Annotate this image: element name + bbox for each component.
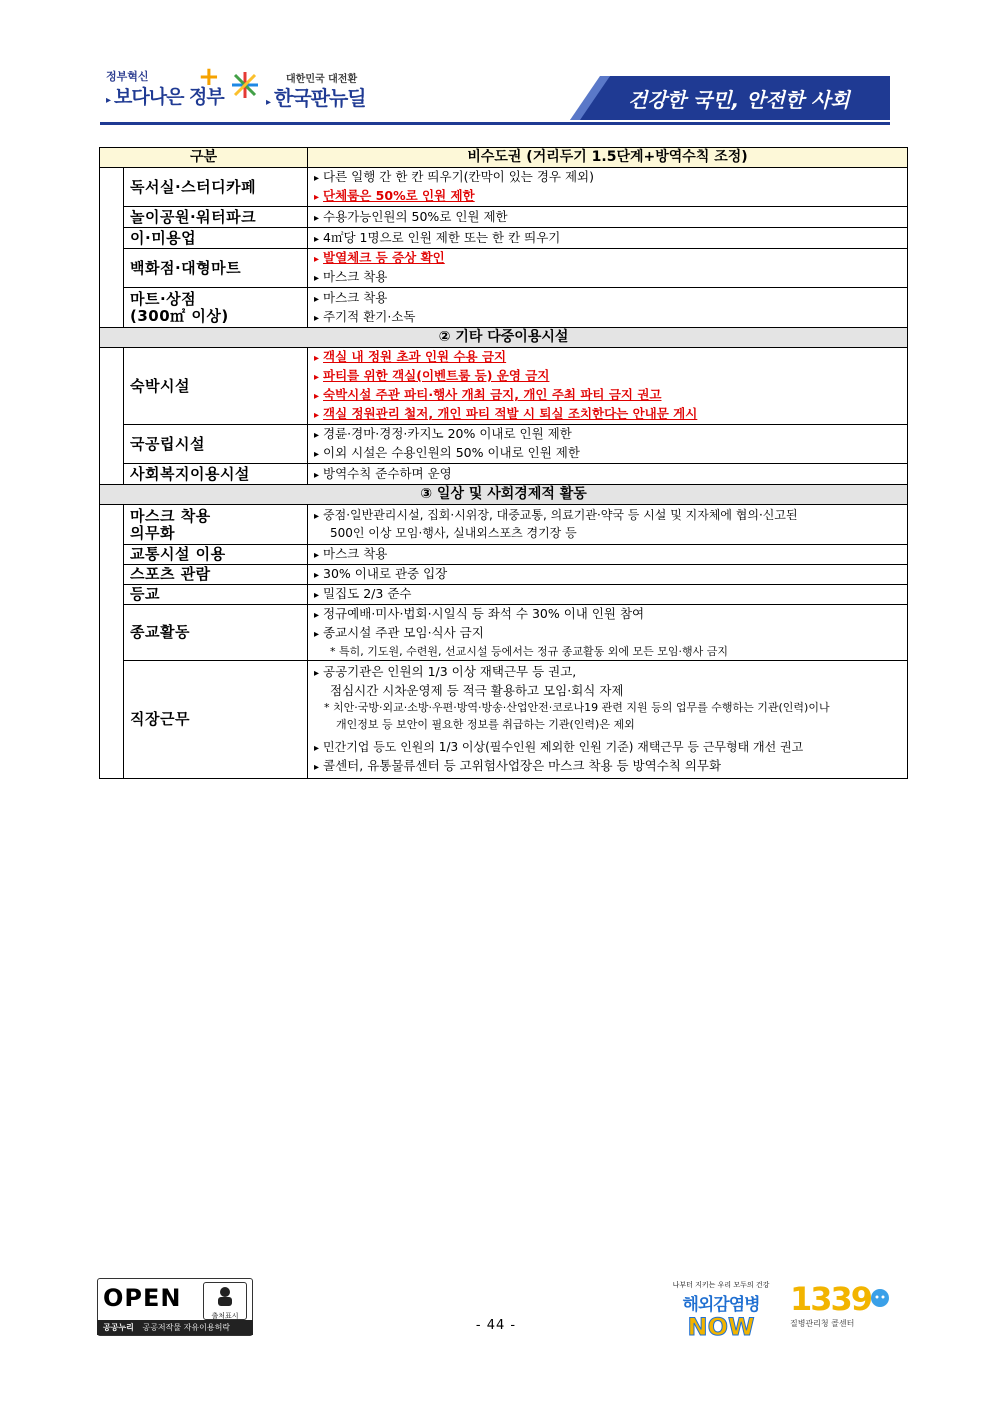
bullet-item: ▸ 수용가능인원의 50%로 인원 제한 [314, 208, 901, 227]
bullet-item: ▸ 종교시설 주관 모임·식사 금지 [314, 624, 901, 643]
open-caption-2: 공공저작물 자유이용허락 [142, 1323, 231, 1332]
bullet-item: ▸ 이외 시설은 수용인원의 50% 이내로 인원 제한 [314, 444, 901, 463]
col-header-category: 구분 [100, 148, 308, 168]
row-category: 독서실·스터디카페 [124, 168, 308, 207]
row-category: 스포츠 관람 [124, 565, 308, 585]
bullet-item: ▸ 주기적 환기·소독 [314, 308, 901, 327]
bullet-item: ▸ 중점·일반관리시설, 집회·시위장, 대중교통, 의료기관·약국 등 시설 및 지자체에 협의·신고된 [314, 507, 901, 525]
section-title: ③ 일상 및 사회경제적 활동 [100, 485, 908, 505]
section-header-row [100, 328, 908, 348]
bullet-item: ▸ 마스크 착용 [314, 545, 901, 564]
logo-1339: 1339 [790, 1280, 872, 1318]
table-row [100, 249, 908, 288]
attribution-badge [203, 1282, 247, 1320]
row-category: 숙박시설 [124, 348, 308, 425]
logo-tagline: 나부터 지키는 우리 모두의 건강 [672, 1281, 770, 1289]
bullet-item-red: ▸ 객실 내 정원 초과 인원 수용 금지 [314, 348, 901, 367]
logo1-big-text: ▸ 보다나은 정부 [106, 82, 224, 109]
table-row [100, 168, 908, 207]
table-row [100, 661, 908, 779]
bullet-item: ▸ 민간기업 등도 인원의 1/3 이상(필수인원 제외한 인원 기준) 재택근무 등 근무형태 개선 권고 [314, 739, 901, 757]
table-row [100, 425, 908, 464]
bullet-item: ▸ 공공기관은 인원의 1/3 이상 재택근무 등 권고, [314, 663, 901, 682]
slogan-banner [570, 76, 890, 120]
logo1-plus-icon: + [198, 62, 220, 92]
footnote: * 특히, 기도원, 수련원, 선교시설 등에서는 정규 종교활동 외에 모든 모임·행사 금지 [330, 645, 728, 658]
bullet-item: ▸ 다른 일행 간 한 칸 띄우기(칸막이 있는 경우 제외) [314, 168, 901, 187]
table-row [100, 228, 908, 249]
open-text: OPEN [103, 1284, 182, 1312]
group-spacer [100, 505, 124, 779]
footnote: * 치안·국방·외교·소방·우편·방역·방송·산업안전·코로나19 관련 지원 등의 업무를 수행하는 기관(인력)이나 [324, 701, 830, 714]
row-category: 이·미용업 [124, 228, 308, 249]
attribution-label: 출처표시 [211, 1312, 239, 1320]
logo2-big-text: ▸ 한국판뉴딜 [266, 82, 366, 111]
logo2-small-text: 대한민국 대전환 [286, 74, 358, 85]
row-description [308, 288, 908, 328]
row-description [308, 585, 908, 605]
page-number: - 44 - [475, 1318, 517, 1333]
section-header-row [100, 485, 908, 505]
table-row [100, 505, 908, 545]
logo-title: 해외감염병 [682, 1295, 760, 1315]
bullet-item-red: ▸ 파티를 위한 객실(이벤트룸 등) 운영 금지 [314, 367, 901, 386]
row-category: 종교활동 [124, 605, 308, 661]
person-icon [204, 1283, 246, 1307]
bullet-continuation: 점심시간 시차운영제 등 적극 활용하고 모임·회식 자제 [330, 683, 624, 698]
row-category: 놀이공원·워터파크 [124, 207, 308, 228]
row-category: 국공립시설 [124, 425, 308, 464]
open-caption-1: 공공누리 [103, 1323, 134, 1332]
table-row [100, 464, 908, 485]
group-spacer [100, 348, 124, 485]
bullet-item: ▸ 4㎡당 1명으로 인원 제한 또는 한 칸 띄우기 [314, 229, 901, 248]
row-description [308, 661, 908, 779]
table-row [100, 565, 908, 585]
row-category: 사회복지이용시설 [124, 464, 308, 485]
logo1-small-text: 정부혁신 [106, 70, 149, 83]
table-row [100, 207, 908, 228]
row-description [308, 565, 908, 585]
table-row [100, 585, 908, 605]
gov-innovation-logo [106, 62, 224, 112]
bullet-item: ▸ 마스크 착용 [314, 289, 901, 308]
bullet-item: ▸ 정규예배·미사·법회·시일식 등 좌석 수 30% 이내 인원 참여 [314, 605, 901, 624]
row-category: 마스크 착용 의무화 [124, 505, 308, 545]
bullet-item-red: ▸ 객실 정원관리 철저, 개인 파티 적발 시 퇴실 조치한다는 안내문 게시 [314, 405, 901, 424]
bullet-item-red: ▸ 숙박시설 주관 파티·행사 개최 금지, 개인 주최 파티 금지 권고 [314, 386, 901, 405]
logo-now: NOW [687, 1313, 755, 1341]
row-description [308, 425, 908, 464]
row-description [308, 348, 908, 425]
footnote-continuation: 개인정보 등 보안이 필요한 정보를 취급하는 기관(인력)은 제외 [336, 718, 635, 731]
bullet-item: ▸ 경륜·경마·경정·카지노 20% 이내로 인원 제한 [314, 425, 901, 444]
quarantine-rules-table [99, 147, 908, 779]
bullet-item: ▸ 밀집도 2/3 준수 [314, 585, 901, 604]
table-row [100, 348, 908, 425]
row-category: 등교 [124, 585, 308, 605]
table-header-row [100, 148, 908, 168]
row-description [308, 505, 908, 545]
page-header [100, 56, 890, 126]
row-category: 직장근무 [124, 661, 308, 779]
bullet-item: ▸ 30% 이내로 관중 입장 [314, 565, 901, 584]
row-category: 백화점·대형마트 [124, 249, 308, 288]
row-description [308, 605, 908, 661]
new-deal-star-icon [230, 70, 260, 100]
bullet-continuation: 500인 이상 모임·행사, 실내외스포츠 경기장 등 [330, 526, 577, 540]
col-header-region: 비수도권 (거리두기 1.5단계+방역수칙 조정) [308, 148, 908, 168]
section-title: ② 기타 다중이용시설 [100, 328, 908, 348]
bullet-item-red: ▸ 발열체크 등 증상 확인 [314, 249, 901, 268]
kdca-1339-logo [790, 1280, 896, 1340]
mascot-icon [870, 1288, 890, 1308]
row-category: 교통시설 이용 [124, 545, 308, 565]
bullet-item: ▸ 마스크 착용 [314, 268, 901, 287]
overseas-infection-now-logo [672, 1280, 770, 1340]
bullet-item-red: ▸ 단체룸은 50%로 인원 제한 [314, 187, 901, 206]
row-description [308, 545, 908, 565]
group-spacer [100, 168, 124, 328]
table-row [100, 545, 908, 565]
table-row [100, 288, 908, 328]
bullet-item: ▸ 콜센터, 유통물류센터 등 고위험사업장은 마스크 착용 등 방역수칙 의무화 [314, 757, 901, 776]
row-description [308, 464, 908, 485]
bullet-item: ▸ 방역수칙 준수하며 운영 [314, 465, 901, 484]
row-description [308, 249, 908, 288]
row-description [308, 228, 908, 249]
slogan-text: 건강한 국민, 안전한 사회 [628, 88, 850, 112]
row-description [308, 168, 908, 207]
header-divider [100, 122, 890, 125]
row-description [308, 207, 908, 228]
logo-caption: 질병관리청 콜센터 [790, 1319, 855, 1328]
table-row [100, 605, 908, 661]
row-category: 마트·상점 (300㎡ 이상) [124, 288, 308, 328]
korean-new-deal-logo [230, 64, 390, 114]
